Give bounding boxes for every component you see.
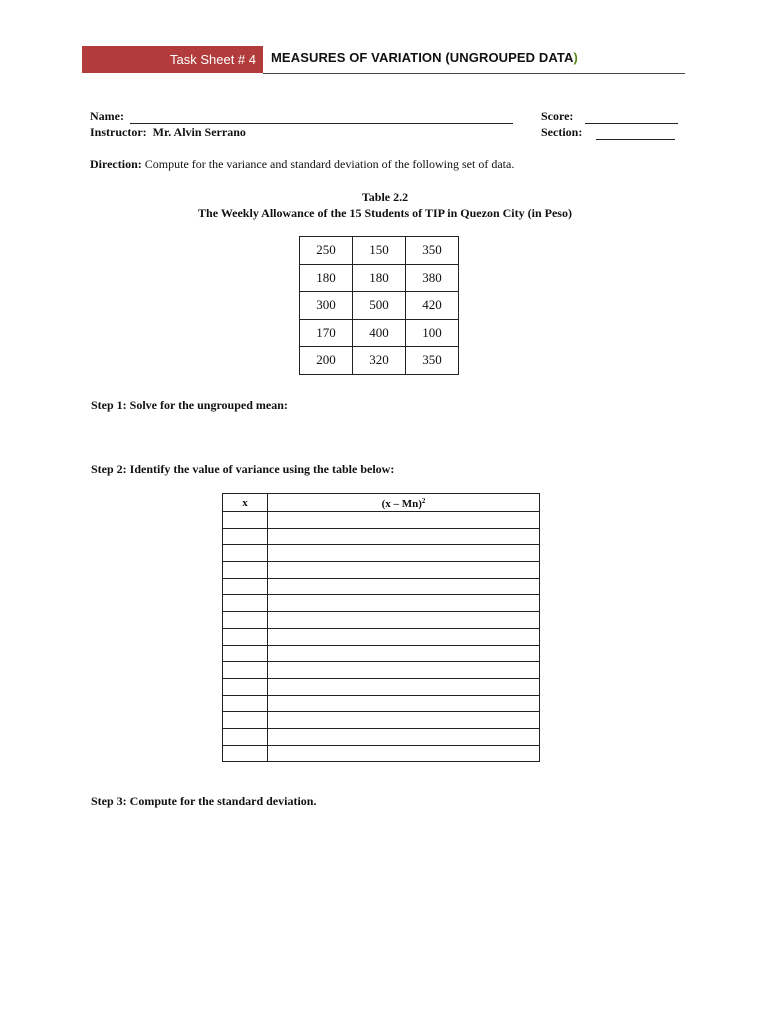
variance-row (223, 612, 540, 629)
variance-x-cell[interactable] (223, 662, 268, 679)
variance-x-cell[interactable] (223, 578, 268, 595)
variance-deviation-cell[interactable] (268, 628, 540, 645)
score-label: Score: (541, 109, 574, 123)
table-cell: 180 (300, 264, 353, 292)
variance-x-cell[interactable] (223, 728, 268, 745)
variance-deviation-cell[interactable] (268, 678, 540, 695)
variance-header-row (223, 494, 540, 512)
direction-text: Compute for the variance and standard deviation of the following set of data. (144, 157, 515, 171)
variance-row (223, 678, 540, 695)
table-cell: 500 (353, 292, 406, 320)
page-title-close: ) (573, 50, 578, 65)
variance-deviation-cell[interactable] (268, 712, 540, 729)
variance-table (222, 493, 540, 762)
variance-deviation-cell[interactable] (268, 595, 540, 612)
table-cell: 200 (300, 347, 353, 375)
page-title (271, 50, 578, 65)
table-number: Table 2.2 (361, 190, 409, 204)
table-title: The Weekly Allowance of the 15 Students of TIP in Quezon City (in Peso) (198, 206, 572, 220)
variance-x-cell[interactable] (223, 695, 268, 712)
variance-deviation-cell[interactable] (268, 745, 540, 762)
table-cell: 250 (300, 237, 353, 265)
allowance-table (299, 236, 459, 375)
variance-x-cell[interactable] (223, 528, 268, 545)
variance-col-deviation (268, 494, 540, 512)
variance-row (223, 695, 540, 712)
variance-x-cell[interactable] (223, 678, 268, 695)
table-cell: 100 (406, 319, 459, 347)
variance-row (223, 562, 540, 579)
table-row (300, 292, 459, 320)
variance-row (223, 645, 540, 662)
instructor-label: Instructor: (90, 125, 147, 139)
instructor-value: Mr. Alvin Serrano (152, 125, 246, 139)
variance-deviation-cell[interactable] (268, 645, 540, 662)
variance-x-cell[interactable] (223, 712, 268, 729)
variance-x-cell[interactable] (223, 595, 268, 612)
step-2: Step 2: Identify the value of variance using the table below: (91, 462, 395, 476)
variance-x-cell[interactable] (223, 612, 268, 629)
direction-label: Direction: (90, 157, 142, 171)
variance-row (223, 745, 540, 762)
variance-row (223, 662, 540, 679)
table-row (300, 319, 459, 347)
variance-col-x: x (223, 494, 268, 512)
table-cell: 170 (300, 319, 353, 347)
variance-col-deviation-text: (x – Mn) (381, 498, 422, 510)
header-rule (263, 73, 685, 74)
variance-row (223, 628, 540, 645)
variance-deviation-cell[interactable] (268, 578, 540, 595)
variance-deviation-cell[interactable] (268, 545, 540, 562)
table-cell: 420 (406, 292, 459, 320)
table-cell: 150 (353, 237, 406, 265)
variance-row (223, 578, 540, 595)
variance-deviation-cell[interactable] (268, 528, 540, 545)
step-3: Step 3: Compute for the standard deviation. (91, 794, 317, 808)
variance-deviation-cell[interactable] (268, 695, 540, 712)
name-label: Name: (90, 109, 124, 123)
name-field[interactable] (130, 123, 513, 124)
variance-x-cell[interactable] (223, 645, 268, 662)
variance-x-cell[interactable] (223, 512, 268, 529)
task-sheet-label: Task Sheet # 4 (82, 46, 263, 73)
variance-deviation-cell[interactable] (268, 512, 540, 529)
variance-deviation-cell[interactable] (268, 612, 540, 629)
variance-row (223, 728, 540, 745)
variance-deviation-cell[interactable] (268, 662, 540, 679)
variance-row (223, 528, 540, 545)
variance-deviation-cell[interactable] (268, 728, 540, 745)
table-cell: 320 (353, 347, 406, 375)
score-field[interactable] (585, 123, 678, 124)
table-row (300, 264, 459, 292)
table-cell: 350 (406, 347, 459, 375)
page-title-main: MEASURES OF VARIATION (UNGROUPED DATA (271, 50, 574, 65)
variance-row (223, 512, 540, 529)
table-row (300, 237, 459, 265)
variance-x-cell[interactable] (223, 628, 268, 645)
section-field[interactable] (596, 139, 675, 140)
table-cell: 400 (353, 319, 406, 347)
variance-row (223, 595, 540, 612)
variance-col-deviation-sup: 2 (421, 497, 426, 505)
table-row (300, 347, 459, 375)
variance-x-cell[interactable] (223, 545, 268, 562)
table-cell: 350 (406, 237, 459, 265)
instructor-row (90, 125, 246, 140)
variance-row (223, 545, 540, 562)
direction (90, 157, 514, 172)
variance-x-cell[interactable] (223, 745, 268, 762)
variance-deviation-cell[interactable] (268, 562, 540, 579)
table-cell: 380 (406, 264, 459, 292)
variance-x-cell[interactable] (223, 562, 268, 579)
step-1: Step 1: Solve for the ungrouped mean: (91, 398, 288, 412)
table-cell: 180 (353, 264, 406, 292)
table-cell: 300 (300, 292, 353, 320)
variance-row (223, 712, 540, 729)
section-label: Section: (541, 125, 583, 139)
